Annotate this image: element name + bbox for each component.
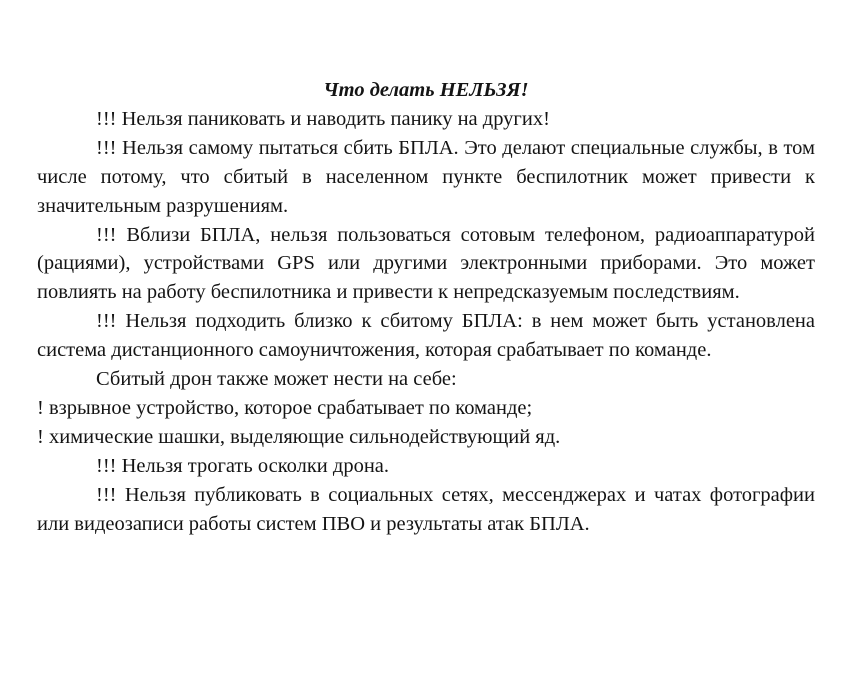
bullet-chemical-charges: ! химические шашки, выделяющие сильнодействующий яд. xyxy=(37,425,561,448)
paragraph-no-shoot-down: !!! Нельзя самому пытаться сбить БПЛА. Это делают специальные службы, в том числе потому, что сбитый в населенном пункте беспилотник может привести к значительным разрушениям. xyxy=(37,136,815,217)
paragraph-no-publish: !!! Нельзя публиковать в социальных сетях, мессенджерах и чатах фотографии или видеозаписи работы систем ПВО и результаты атак БПЛА. xyxy=(37,483,815,535)
paragraph-drone-payload-intro: Сбитый дрон также может нести на себе: xyxy=(96,368,457,391)
paragraph-no-panic: !!! Нельзя паниковать и наводить панику на других! xyxy=(96,107,550,130)
paragraph-no-approach: !!! Нельзя подходить близко к сбитому БПЛА: в нем может быть установлена система дистанционного самоуничтожения, которая срабатывает по команде. xyxy=(37,310,815,362)
document-title: Что делать НЕЛЬЗЯ! xyxy=(323,79,529,101)
paragraph-no-touch-debris: !!! Нельзя трогать осколки дрона. xyxy=(96,454,390,477)
document-page xyxy=(37,76,815,539)
paragraph-no-electronics: !!! Вблизи БПЛА, нельзя пользоваться сотовым телефоном, радиоаппаратурой (рациями), устройствами GPS или другими электронными приборами. Это может повлиять на работу беспилотника и привести к непредсказуемым последствиям. xyxy=(37,223,815,304)
bullet-explosive-device: ! взрывное устройство, которое срабатывает по команде; xyxy=(37,396,533,419)
